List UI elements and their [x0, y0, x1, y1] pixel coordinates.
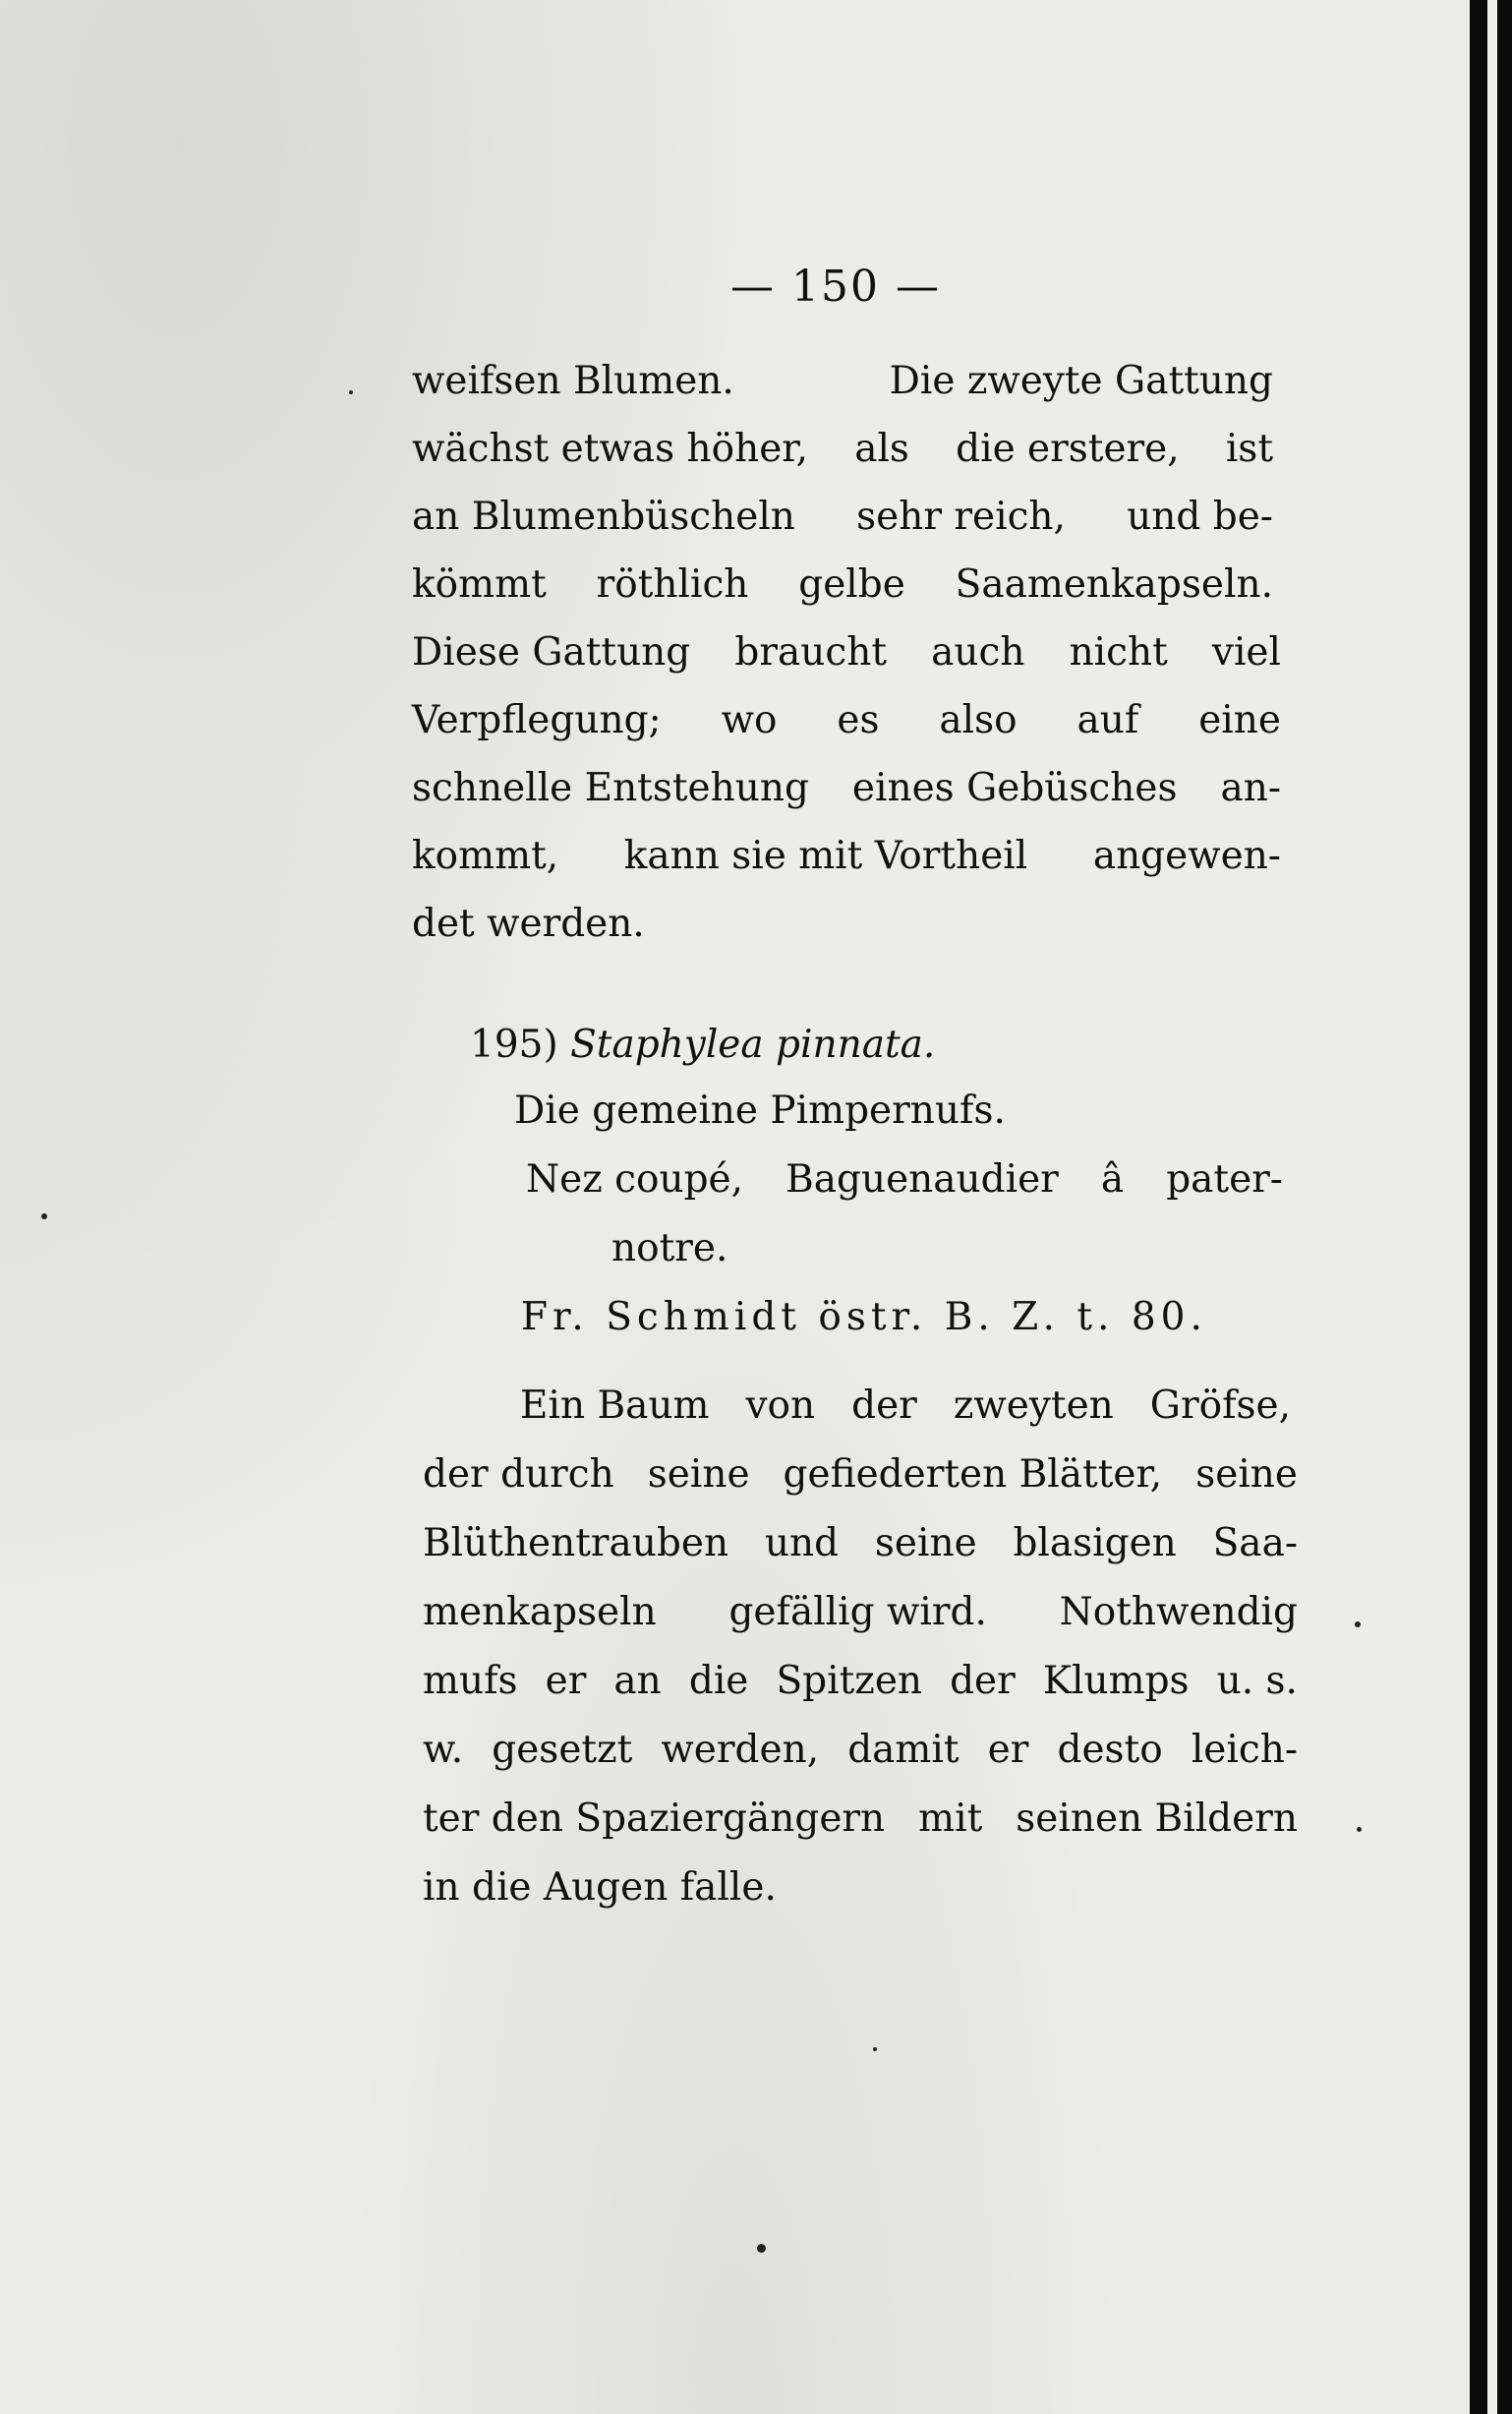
- text-line: ter den Spaziergängern mit seinen Bildern: [423, 1796, 1298, 1841]
- ink-speck: [873, 2047, 877, 2051]
- entry-heading: [470, 1023, 936, 1067]
- text-line: w. gesetzt werden, damit er desto leich-: [423, 1728, 1298, 1772]
- text-line: wächst etwas höher, als die erstere, ist: [412, 427, 1273, 471]
- entry-number: 195): [470, 1023, 558, 1067]
- page-number: — 150 —: [730, 262, 941, 312]
- text-line: Blüthentrauben und seine blasigen Saa-: [423, 1521, 1298, 1565]
- text-line: weifsen Blumen. Die zweyte Gattung: [412, 359, 1273, 403]
- reference: Fr. Schmidt östr. B. Z. t. 80.: [521, 1295, 1207, 1339]
- text-line: der durch seine gefiederten Blätter, seine: [423, 1452, 1298, 1497]
- german-name: Die gemeine Pimpernufs.: [514, 1089, 1006, 1133]
- text-line: mufs er an die Spitzen der Klumps u. s.: [423, 1659, 1298, 1703]
- text-line: det werden.: [412, 902, 645, 946]
- ink-speck: [1355, 1621, 1361, 1627]
- text-line: in die Augen falle.: [423, 1865, 777, 1910]
- ink-speck: [1357, 1827, 1362, 1832]
- ink-speck: [757, 2244, 766, 2253]
- text-line: kommt, kann sie mit Vortheil angewen-: [412, 834, 1281, 878]
- french-name-continued: notre.: [611, 1226, 728, 1270]
- french-name: Nez coupé, Baguenaudier â pater-: [526, 1157, 1283, 1202]
- ink-speck: [41, 1213, 47, 1219]
- text-line: an Blumenbüscheln sehr reich, und be-: [412, 495, 1273, 539]
- book-edge: [1470, 0, 1512, 2414]
- text-line: schnelle Entstehung eines Gebüsches an-: [412, 766, 1281, 810]
- text-line: menkapseln gefällig wird. Nothwendig: [423, 1590, 1298, 1634]
- text-line: Verpflegung; wo es also auf eine: [412, 698, 1281, 742]
- text-line: Ein Baum von der zweyten Gröfse,: [520, 1384, 1291, 1428]
- latin-name: Staphylea pinnata.: [570, 1023, 936, 1067]
- text-line: kömmt röthlich gelbe Saamenkapseln.: [412, 562, 1273, 607]
- text-line: Diese Gattung braucht auch nicht viel: [412, 630, 1281, 675]
- ink-speck: [349, 390, 353, 394]
